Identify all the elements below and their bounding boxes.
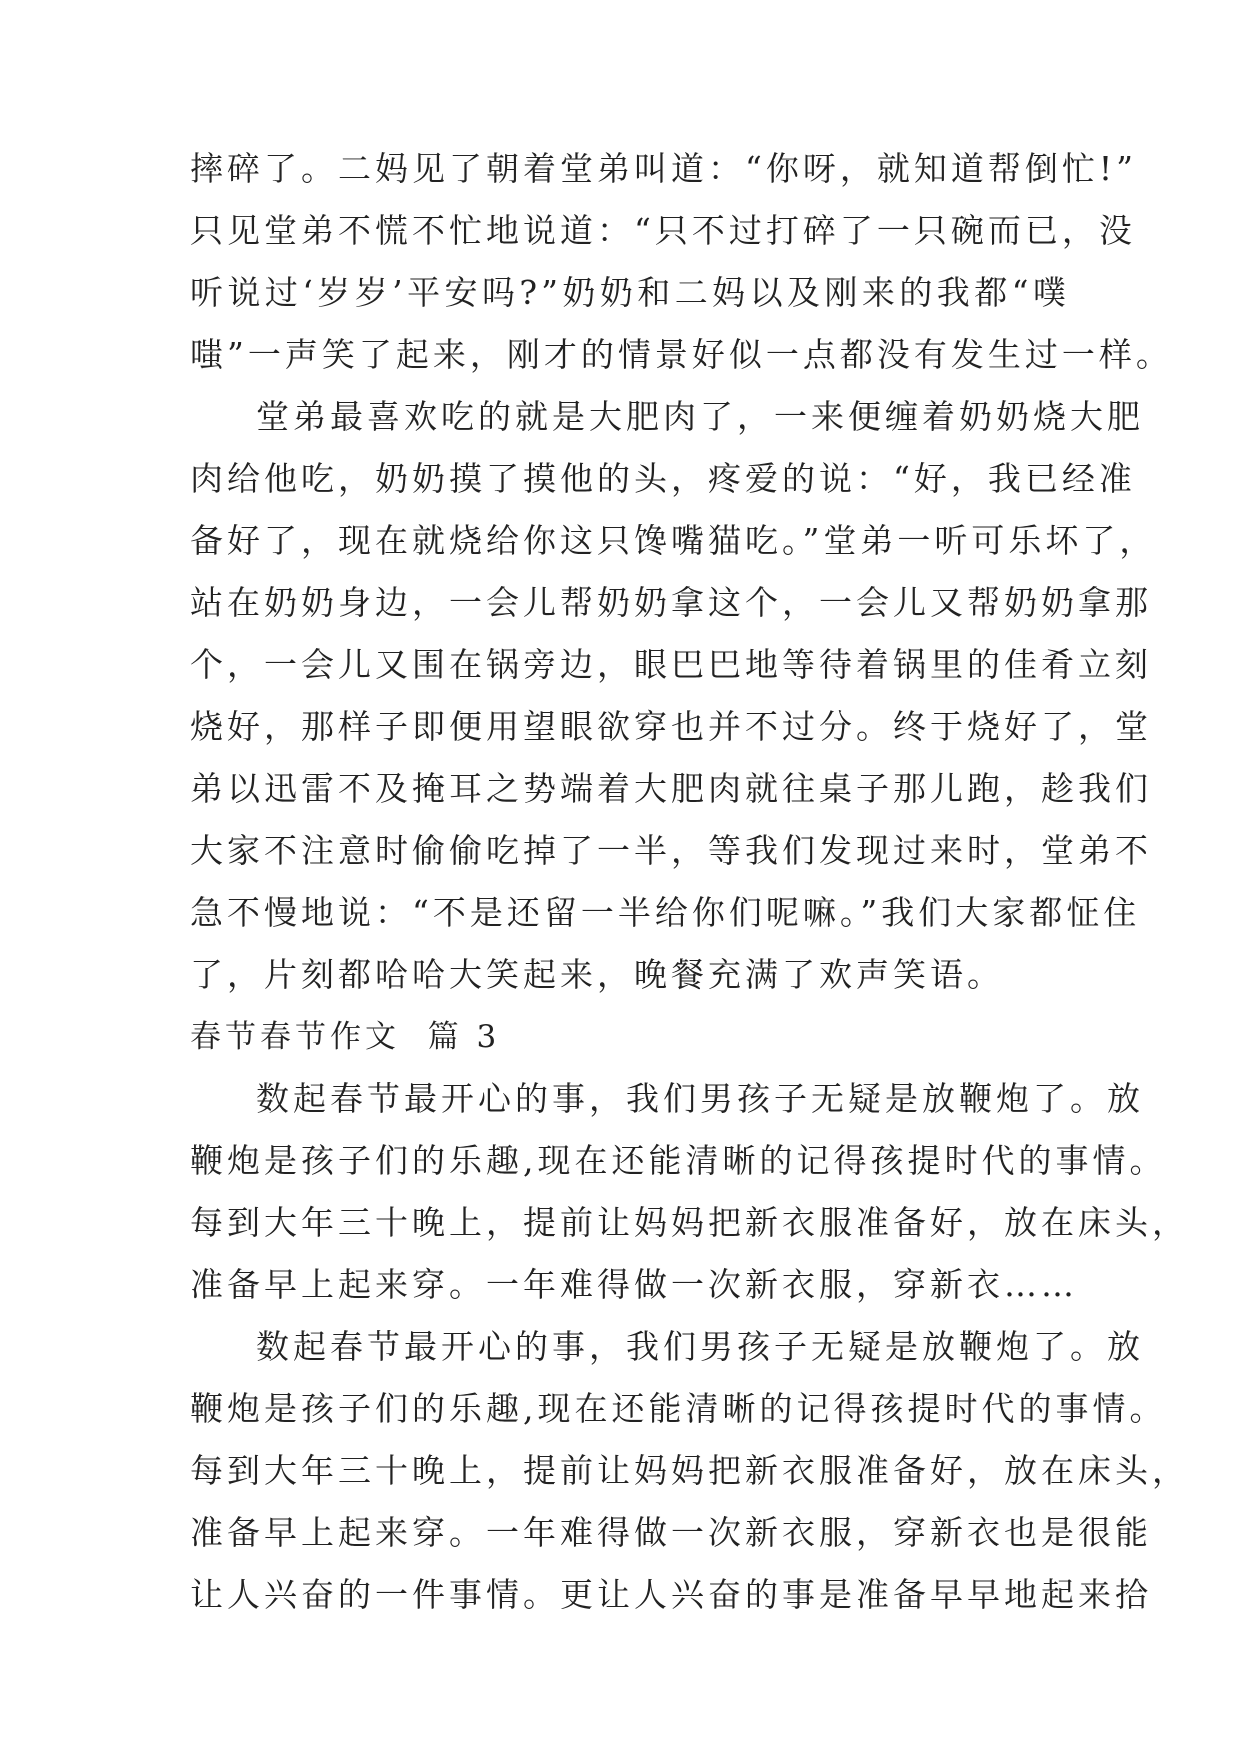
text-line: 堂弟最喜欢吃的就是大肥肉了，一来便缠着奶奶烧大肥 <box>256 397 1144 436</box>
text-line: 个，一会儿又围在锅旁边，眼巴巴地等待着锅里的佳肴立刻 <box>190 645 1152 684</box>
text-line: 听说过‘岁岁’平安吗?”奶奶和二妈以及刚来的我都“噗 <box>190 273 1070 312</box>
text-line: 烧好，那样子即便用望眼欲穿也并不过分。终于烧好了，堂 <box>190 707 1152 746</box>
text-line: 急不慢地说：“不是还留一半给你们呢嘛。”我们大家都怔住 <box>190 893 1141 932</box>
text-line: 站在奶奶身边，一会儿帮奶奶拿这个，一会儿又帮奶奶拿那 <box>190 583 1152 622</box>
text-line: 了，片刻都哈哈大笑起来，晚餐充满了欢声笑语。 <box>190 955 1004 994</box>
text-line: 准备早上起来穿。一年难得做一次新衣服，穿新衣…… <box>190 1265 1078 1304</box>
text-line: 大家不注意时偷偷吃掉了一半，等我们发现过来时，堂弟不 <box>190 831 1152 870</box>
text-line: 鞭炮是孩子们的乐趣,现在还能清晰的记得孩提时代的事情。 <box>190 1389 1167 1428</box>
paragraph-firecrackers <box>190 1316 1189 1626</box>
paragraph-fat-meat <box>190 386 1157 1006</box>
text-line: 只见堂弟不慌不忙地说道：“只不过打碎了一只碗而已，没 <box>190 211 1136 250</box>
text-line: 肉给他吃，奶奶摸了摸他的头，疼爱的说：“好，我已经准 <box>190 459 1136 498</box>
text-line: 每到大年三十晚上，提前让妈妈把新衣服准备好，放在床头， <box>190 1203 1189 1242</box>
text-line: 让人兴奋的一件事情。更让人兴奋的事是准备早早地起来拾 <box>190 1575 1152 1614</box>
text-line: 数起春节最开心的事，我们男孩子无疑是放鞭炮了。放 <box>256 1079 1144 1118</box>
paragraph-firecrackers-summary <box>190 1068 1189 1316</box>
text-line: 备好了，现在就烧给你这只馋嘴猫吃。”堂弟一听可乐坏了， <box>190 521 1157 560</box>
text-line: 弟以迅雷不及掩耳之势端着大肥肉就往桌子那儿跑，趁我们 <box>190 769 1152 808</box>
text-line: 准备早上起来穿。一年难得做一次新衣服，穿新衣也是很能 <box>190 1513 1152 1552</box>
text-line: 嗤”一声笑了起来，刚才的情景好似一点都没有发生过一样。 <box>190 335 1173 374</box>
section-heading: 春节春节作文 篇 3 <box>190 1019 501 1055</box>
text-line: 数起春节最开心的事，我们男孩子无疑是放鞭炮了。放 <box>256 1327 1144 1366</box>
text-line: 鞭炮是孩子们的乐趣,现在还能清晰的记得孩提时代的事情。 <box>190 1141 1167 1180</box>
document-page <box>190 138 1189 1626</box>
paragraph-continued <box>190 138 1173 386</box>
text-line: 摔碎了。二妈见了朝着堂弟叫道：“你呀，就知道帮倒忙!” <box>190 149 1138 188</box>
text-line: 每到大年三十晚上，提前让妈妈把新衣服准备好，放在床头， <box>190 1451 1189 1490</box>
